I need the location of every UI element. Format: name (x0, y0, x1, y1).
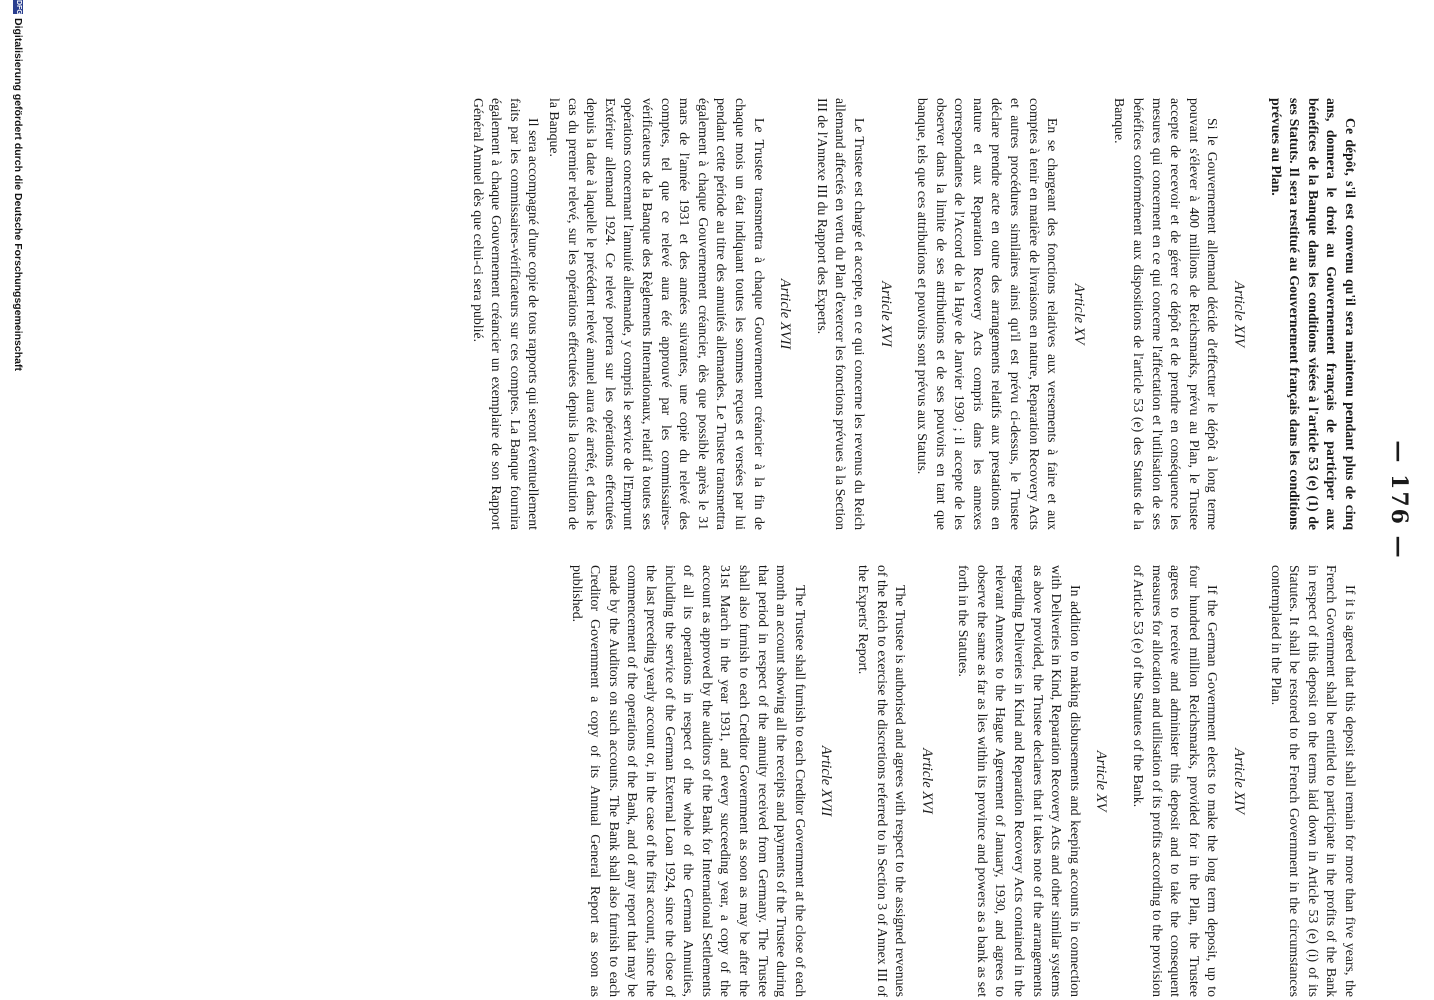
english-article-14-title: Article XIV (1231, 748, 1248, 814)
english-article-16-title: Article XVI (918, 748, 935, 814)
english-article-14-text: If the German Government elects to make the long term deposit, up to four hundred million Reichsmarks, provided for in the Plan, the Trustee agrees to receive and administer this deposit and to take the consequent measures for allocation and utilisation of its profits according to the provision of Article 53 (e) of the Statutes of the Bank. (1131, 565, 1221, 997)
french-article-17-text-continued: Il sera accompagné d'une copie de tous rapports qui seront éventuellement faits par les commissaires-vérificateurs sur ces comptes. La Banque fournira également à chaque Gouvernement créancier un exemplaire de son Rapport Général Annuel dès que celui-ci sera publié. (470, 98, 542, 530)
english-column (565, 565, 1359, 997)
french-intro-paragraph: Ce dépôt, s'il est convenu qu'il sera maintenu pendant plus de cinq ans, donnera le droit au Gouvernement français de participer aux bénéfices de la Banque dans les conditions visées à l'article 53 (e) (1) de ses Statuts. Il sera restitué au Gouvernement français dans les conditions prévues au Plan. (1268, 98, 1358, 530)
french-article-16-title: Article XVI (877, 281, 894, 347)
french-article-14-text: Si le Gouvernement allemand décide d'effectuer le dépôt à long terme pouvant s'élever à 400 millions de Reichsmarks, prévu au Plan, le Trustee accepte de recevoir et de gérer ce dépôt et de prendre en conséquence les mesures qui concernent en ce qui concerne l'affectation et l'utilisation de ses bénéfices conformément aux dispositions de l'article 53 (e) des Statuts de la Banque. (1112, 98, 1221, 530)
french-article-14-title: Article XIV (1231, 281, 1248, 347)
french-article-16-text: Le Trustee est chargé et accepte, en ce qui concerne les revenus du Reich allemand affectés en vertu du Plan d'exercer les fonctions prévues à la Section III de l'Annexe III du Rapport des Experts. (814, 98, 867, 530)
french-article-15-title: Article XV (1070, 283, 1087, 345)
english-article-15-text: In addition to making disbursements and keeping accounts in connection with Deliveries in Kind, Reparation Recovery Acts and other similar systems as above provided, the Trustee declares that it takes note of the arrangements regarding Deliveries in Kind and Reparation Recovery Acts contained in the relevant Annexes to the Hague Agreement of January, 1930, and agrees to observe the same as far as lies within its province and powers as a bank as set forth in the Statutes. (956, 565, 1083, 997)
digitization-footer (12, 0, 24, 1000)
page-number: — 176 — (1386, 440, 1412, 560)
french-article-15-text: En se chargeant des fonctions relatives aux versements à faire et aux comptes à tenir en matière de livraisons en nature, Reparation Recovery Acts et autres procédures similaires ainsi qu'il est prévu ci-dessus, le Trustee déclare prendre acte en outre des arrangements relatifs aux prestations en nature et aux Reparation Recovery Acts compris dans les annexes correspondantes de l'Accord de la Haye de Janvier 1930 ; il accepte de les observer dans la limite de ses attributions et de ses pouvoirs en tant que banque, tels que ces attributions et pouvoirs sont prévus aux Statuts. (915, 98, 1061, 530)
english-article-17-title: Article XVII (818, 745, 835, 817)
english-intro-paragraph: If it is agreed that this deposit shall remain for more than five years, the French Government shall be entitled to participate in the profits of the Bank in respect of this deposit on the terms laid down in Article 53 (e) (i) of its Statutes. It shall be restored to the French Government in the circumstances contemplated in the Plan. (1268, 565, 1358, 997)
footer-text: Digitalisierung gefördert durch die Deutsche Forschungsgemeinschaft (12, 18, 24, 371)
dfg-logo-icon: DFG (14, 0, 22, 15)
french-article-17-text: Le Trustee transmettra à chaque Gouvernement créancier à la fin de chaque mois un état indiquant toutes les sommes reçues et versées par lui pendant cette période au titre des annuités allemandes. Le Trustee transmettra également à chaque Gouvernement créancier, dès que possible après le 31 mars de l'année 1931 et des années suivantes, une copie du relevé des comptes, tel que ce relevé aura été approuvé par les commissaires-vérificateurs de la Banque des Règlements Internationaux, relatif à toutes ses opérations concernant l'annuité allemande, y compris le service de l'Emprunt Extérieur allemand 1924. Ce relevé portera sur les opérations effectuées depuis la date à laquelle le précédent relevé annuel aura été arrêté, et dans le cas du premier relevé, sur les opérations effectuées depuis la constitution de la Banque. (547, 98, 767, 530)
english-article-16-text: The Trustee is authorised and agrees with respect to the assigned revenues of the Reich to exercise the discretions referred to in Section 3 of Annex III of the Experts' Report. (855, 565, 909, 997)
french-column (466, 98, 1359, 530)
french-article-17-title: Article XVII (777, 278, 794, 350)
english-article-17-text: The Trustee shall furnish to each Creditor Government at the close of each month an account showing all the receipts and payments of the Trustee during that period in respect of the annuity received from Germany. The Trustee shall also furnish to each Creditor Government as soon as may be after the 31st March in the year 1931, and every succeeding year, a copy of the account as approved by the auditors of the Bank for International Settlements of all its operations in respect of the whole of the German Annuities, including the service of the German External Loan 1924, since the close of the last preceding yearly account or, in the case of the first account, since the commencement of the operations of the Bank, and of any report that may be made by the Auditors on such accounts. The Bank shall also furnish to each Creditor Government a copy of its Annual General Report as soon as published. (569, 565, 808, 997)
english-article-15-title: Article XV (1093, 750, 1110, 812)
